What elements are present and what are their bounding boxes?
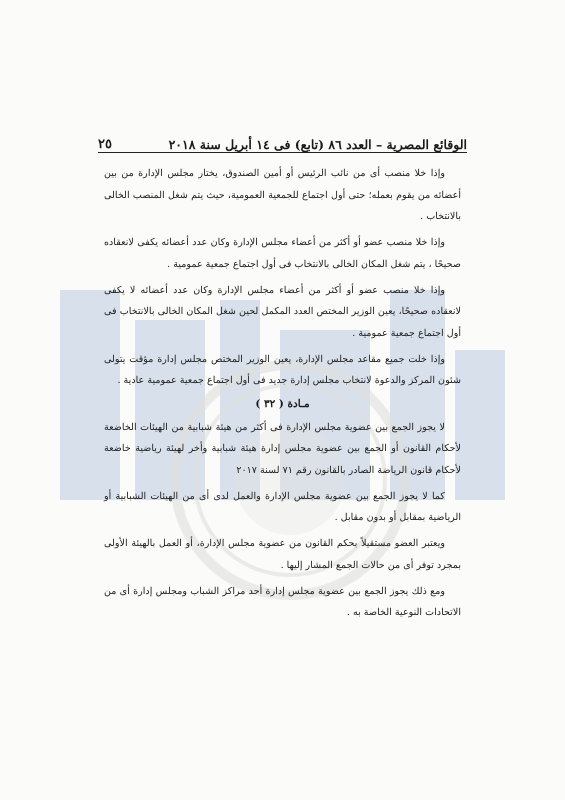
paragraph: وإذا خلا منصب أى من نائب الرئيس أو أمين الصندوق، يختار مجلس الإدارة من بين أعضائه من يقوم بعمله؛ حتى أول اجتماع للجمعية العمومية، حيث يتم شغل المنصب الخالى بالانتخاب . — [104, 168, 461, 222]
paragraph: ويعتبر العضو مستقيلاً بحكم القانون من عضوية مجلس الإدارة، أو العمل بالهيئة الأولى بمجرد توفر أى من حالات الجمع المشار إليها . — [104, 538, 461, 571]
paragraph: وإذا خلا منصب عضو أو أكثر من أعضاء مجلس الإدارة وكان عدد أعضائه لا يكفى لانعقاده صحيحًا، يعين الوزير المختص العدد المكمل لحين شغل المكان الخالى بالانتخاب فى أول اجتماع جمعية عمومية . — [104, 284, 461, 339]
paragraph: وإذا خلت جميع مقاعد مجلس الإدارة، يعين الوزير المختص مجلس إدارة مؤقت يتولى شئون المركز والدعوة لانتخاب مجلس إدارة جديد فى أول اجتماع جمعية عمومية عادية . — [104, 353, 461, 386]
page-header — [98, 128, 467, 153]
page-number: ٢٥ — [98, 137, 112, 152]
paragraph: وإذا خلا منصب عضو أو أكثر من أعضاء مجلس الإدارة وكان عدد أعضائه يكفى لانعقاده صحيحًا ، يتم شغل المكان الخالى بالانتخاب فى أول اجتماع جمعية عمومية . — [104, 237, 461, 270]
header-title: الوقائع المصرية – العدد ٨٦ (تابع) فى ١٤ أبريل سنة ٢٠١٨ — [168, 137, 467, 152]
paragraph: لا يجوز الجمع بين عضوية مجلس الإدارة فى أكثر من هيئة شبابية من الهيئات الخاضعة لأحكام القانون أو الجمع بين عضوية مجلس إدارة هيئة شبابية وأخر لهيئة رياضية خاضعة لأحكام قانون الرياضة الصادر بالقانون رقم ٧١ لسنة ٢٠١٧ — [104, 421, 461, 476]
paragraph: كما لا يجوز الجمع بين عضوية مجلس الإدارة والعمل لدى أى من الهيئات الشبابية أو الرياضية بمقابل أو بدون مقابل . — [104, 490, 461, 523]
article-heading: مـادة ( ٣٢ ) — [255, 398, 310, 410]
paragraph: ومع ذلك يجوز الجمع بين عضوية مجلس إدارة أحد مراكز الشباب ومجلس إدارة أى من الاتحادات النوعية الخاصة به . — [104, 585, 461, 618]
document-body — [104, 163, 461, 628]
